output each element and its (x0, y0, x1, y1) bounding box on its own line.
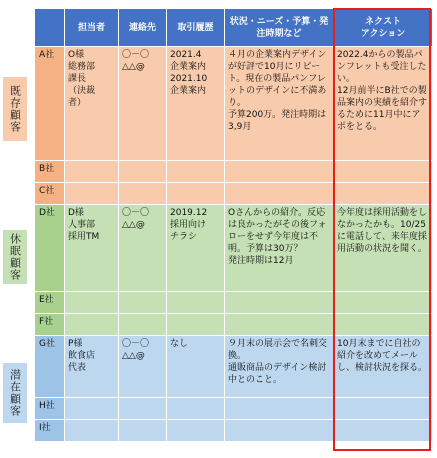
group-label-existing-text: 既存顧客 (8, 85, 22, 133)
status-cell (225, 292, 334, 314)
status-cell (225, 183, 334, 205)
table-row-d (35, 205, 433, 292)
company-cell: D社 (35, 205, 65, 292)
header-status: 状況・ニーズ・予算・発注時期など (225, 9, 334, 47)
history-cell: 2019.12 採用向け チラシ (167, 205, 225, 292)
table-row-c (35, 183, 433, 205)
header-row (35, 9, 433, 47)
next-action-cell: 今年度は採用活動をしなかったかも。10/25に電話して、来年度採用活動の状況を聞く。 (334, 205, 433, 292)
history-cell (167, 183, 225, 205)
company-cell: E社 (35, 292, 65, 314)
group-label-dormant-text: 休眠顧客 (8, 233, 22, 281)
header-person: 担当者 (65, 9, 119, 47)
history-cell (167, 398, 225, 420)
person-cell (65, 161, 119, 183)
company-cell: A社 (35, 47, 65, 161)
status-cell (225, 398, 334, 420)
contact-cell (119, 420, 167, 442)
person-cell (65, 314, 119, 336)
person-cell (65, 420, 119, 442)
header-contact: 連絡先 (119, 9, 167, 47)
company-cell: I社 (35, 420, 65, 442)
contact-cell: 〇－〇 △△@ (119, 47, 167, 161)
header-company (35, 9, 65, 47)
contact-cell (119, 292, 167, 314)
next-action-cell (334, 314, 433, 336)
table-row-h (35, 398, 433, 420)
table-row-f (35, 314, 433, 336)
status-cell: ４月の企業案内デザインが好評で10月にリピート。現在の製品パンフレットのデザインに不満あり。 予算200万。発注時期は3,9月 (225, 47, 334, 161)
next-action-cell (334, 420, 433, 442)
next-action-cell (334, 292, 433, 314)
person-cell (65, 398, 119, 420)
group-label-latent-text: 潜在顧客 (8, 369, 22, 417)
history-cell: なし (167, 336, 225, 398)
company-cell: H社 (35, 398, 65, 420)
header-next-action: ネクスト アクション (334, 9, 433, 47)
history-cell (167, 314, 225, 336)
header-history: 取引履歴 (167, 9, 225, 47)
table-row-b (35, 161, 433, 183)
company-cell: F社 (35, 314, 65, 336)
customer-table (34, 8, 433, 442)
table-row-i (35, 420, 433, 442)
status-cell: ９月末の展示会で名刺交換。 通販商品のデザイン検討中とのこと。 (225, 336, 334, 398)
group-label-existing (2, 76, 28, 142)
status-cell (225, 161, 334, 183)
contact-cell (119, 183, 167, 205)
next-action-cell (334, 183, 433, 205)
table-row-a (35, 47, 433, 161)
next-action-cell (334, 398, 433, 420)
next-action-cell: 2022.4からの製品パンフレットも受注したい。 12月前半にB社での製品案内の実績を紹介するために11月中にアポをとる。 (334, 47, 433, 161)
status-cell: Oさんからの紹介。反応は良かったがその後フォローをせず今年度は不明。予算は30万？ 発注時期は12月 (225, 205, 334, 292)
next-action-cell: 10月末までに自社の紹介を改めてメールし、検討状況を探る。 (334, 336, 433, 398)
table-row-g (35, 336, 433, 398)
group-label-dormant (2, 229, 28, 285)
company-cell: C社 (35, 183, 65, 205)
person-cell (65, 292, 119, 314)
contact-cell (119, 314, 167, 336)
person-cell (65, 183, 119, 205)
status-cell (225, 420, 334, 442)
history-cell (167, 292, 225, 314)
history-cell (167, 420, 225, 442)
group-label-latent (2, 362, 28, 424)
status-cell (225, 314, 334, 336)
contact-cell (119, 161, 167, 183)
person-cell: P様 飲食店 代表 (65, 336, 119, 398)
person-cell: D様 人事部 採用TM (65, 205, 119, 292)
table-row-e (35, 292, 433, 314)
next-action-cell (334, 161, 433, 183)
contact-cell: 〇－〇 △△@ (119, 205, 167, 292)
history-cell: 2021.4 企業案内 2021.10 企業案内 (167, 47, 225, 161)
history-cell (167, 161, 225, 183)
person-cell: O様 総務部 課長 （決裁 者） (65, 47, 119, 161)
company-cell: G社 (35, 336, 65, 398)
contact-cell: 〇－〇 △△@ (119, 336, 167, 398)
contact-cell (119, 398, 167, 420)
company-cell: B社 (35, 161, 65, 183)
